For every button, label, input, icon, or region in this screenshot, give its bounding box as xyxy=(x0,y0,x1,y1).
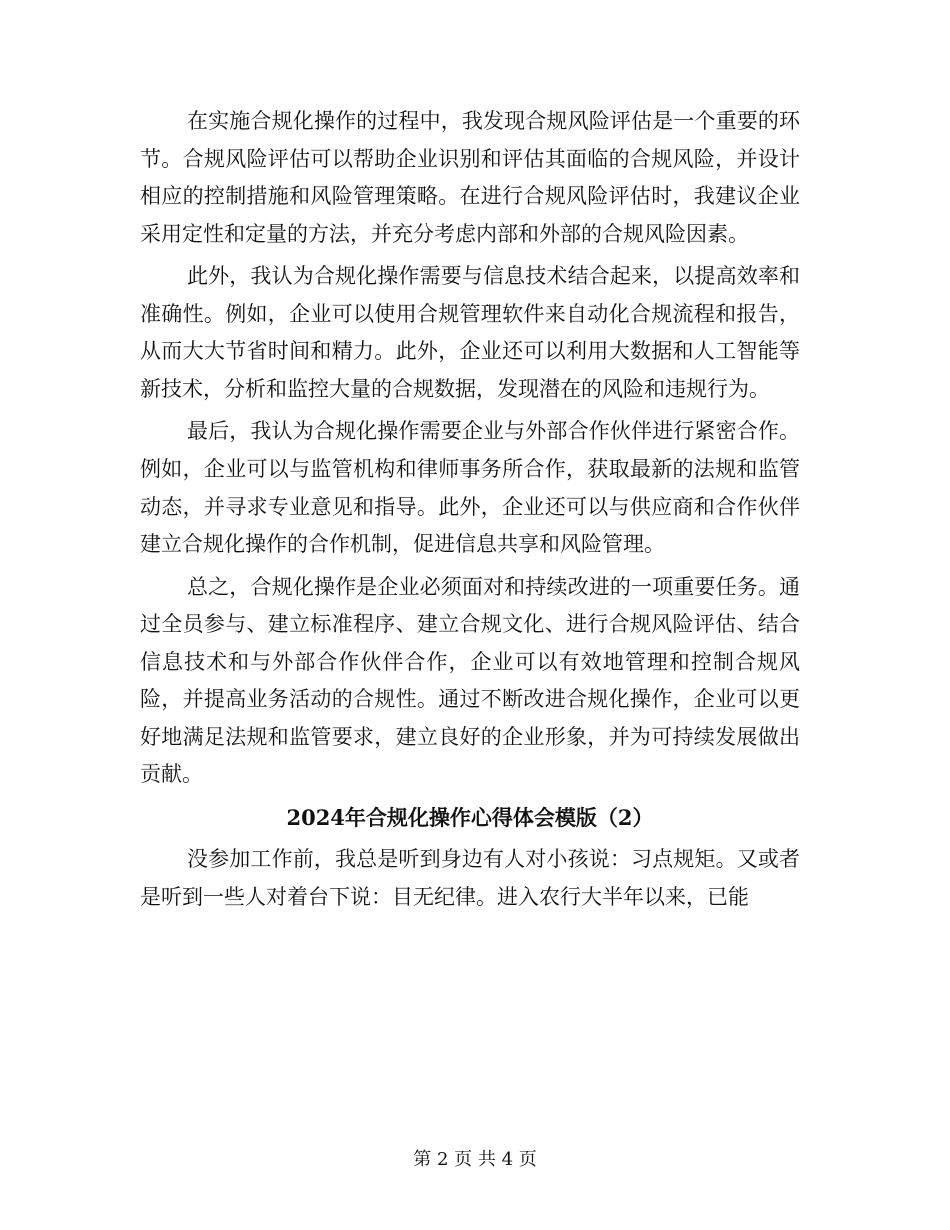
paragraph-section-intro: 没参加工作前，我总是听到身边有人对小孩说：习点规矩。又或者是听到一些人对着台下说：目无纪律。进入农行大半年以来，已能 xyxy=(140,847,800,909)
document-body xyxy=(140,103,800,916)
paragraph-information-technology: 此外，我认为合规化操作需要与信息技术结合起来，以提高效率和准确性。例如，企业可以使用合规管理软件来自动化合规流程和报告，从而大大节省时间和精力。此外，企业还可以利用大数据和人工智能等新技术，分析和监控大量的合规数据，发现潜在的风险和违规行为。 xyxy=(140,264,800,401)
paragraph-external-partners: 最后，我认为合规化操作需要企业与外部合作伙伴进行紧密合作。例如，企业可以与监管机构和律师事务所合作，获取最新的法规和监管动态，并寻求专业意见和指导。此外，企业还可以与供应商和合作伙伴建立合规化操作的合作机制，促进信息共享和风险管理。 xyxy=(140,419,800,557)
paragraph-conclusion: 总之，合规化操作是企业必须面对和持续改进的一项重要任务。通过全员参与、建立标准程序、建立合规文化、进行合规风险评估、结合信息技术和与外部合作伙伴合作，企业可以有效地管理和控制合规风险，并提高业务活动的合规性。通过不断改进合规化操作，企业可以更好地满足法规和监管要求，建立良好的企业形象，并为可持续发展做出贡献。 xyxy=(140,574,800,787)
section-title: 2024年合规化操作心得体会模版（2） xyxy=(286,804,654,830)
page-number-footer: 第 2 页 共 4 页 xyxy=(413,1149,537,1170)
paragraph-risk-assessment: 在实施合规化操作的过程中，我发现合规风险评估是一个重要的环节。合规风险评估可以帮助企业识别和评估其面临的合规风险，并设计相应的控制措施和风险管理策略。在进行合规风险评估时，我建议企业采用定性和定量的方法，并充分考虑内部和外部的合规风险因素。 xyxy=(140,109,800,246)
